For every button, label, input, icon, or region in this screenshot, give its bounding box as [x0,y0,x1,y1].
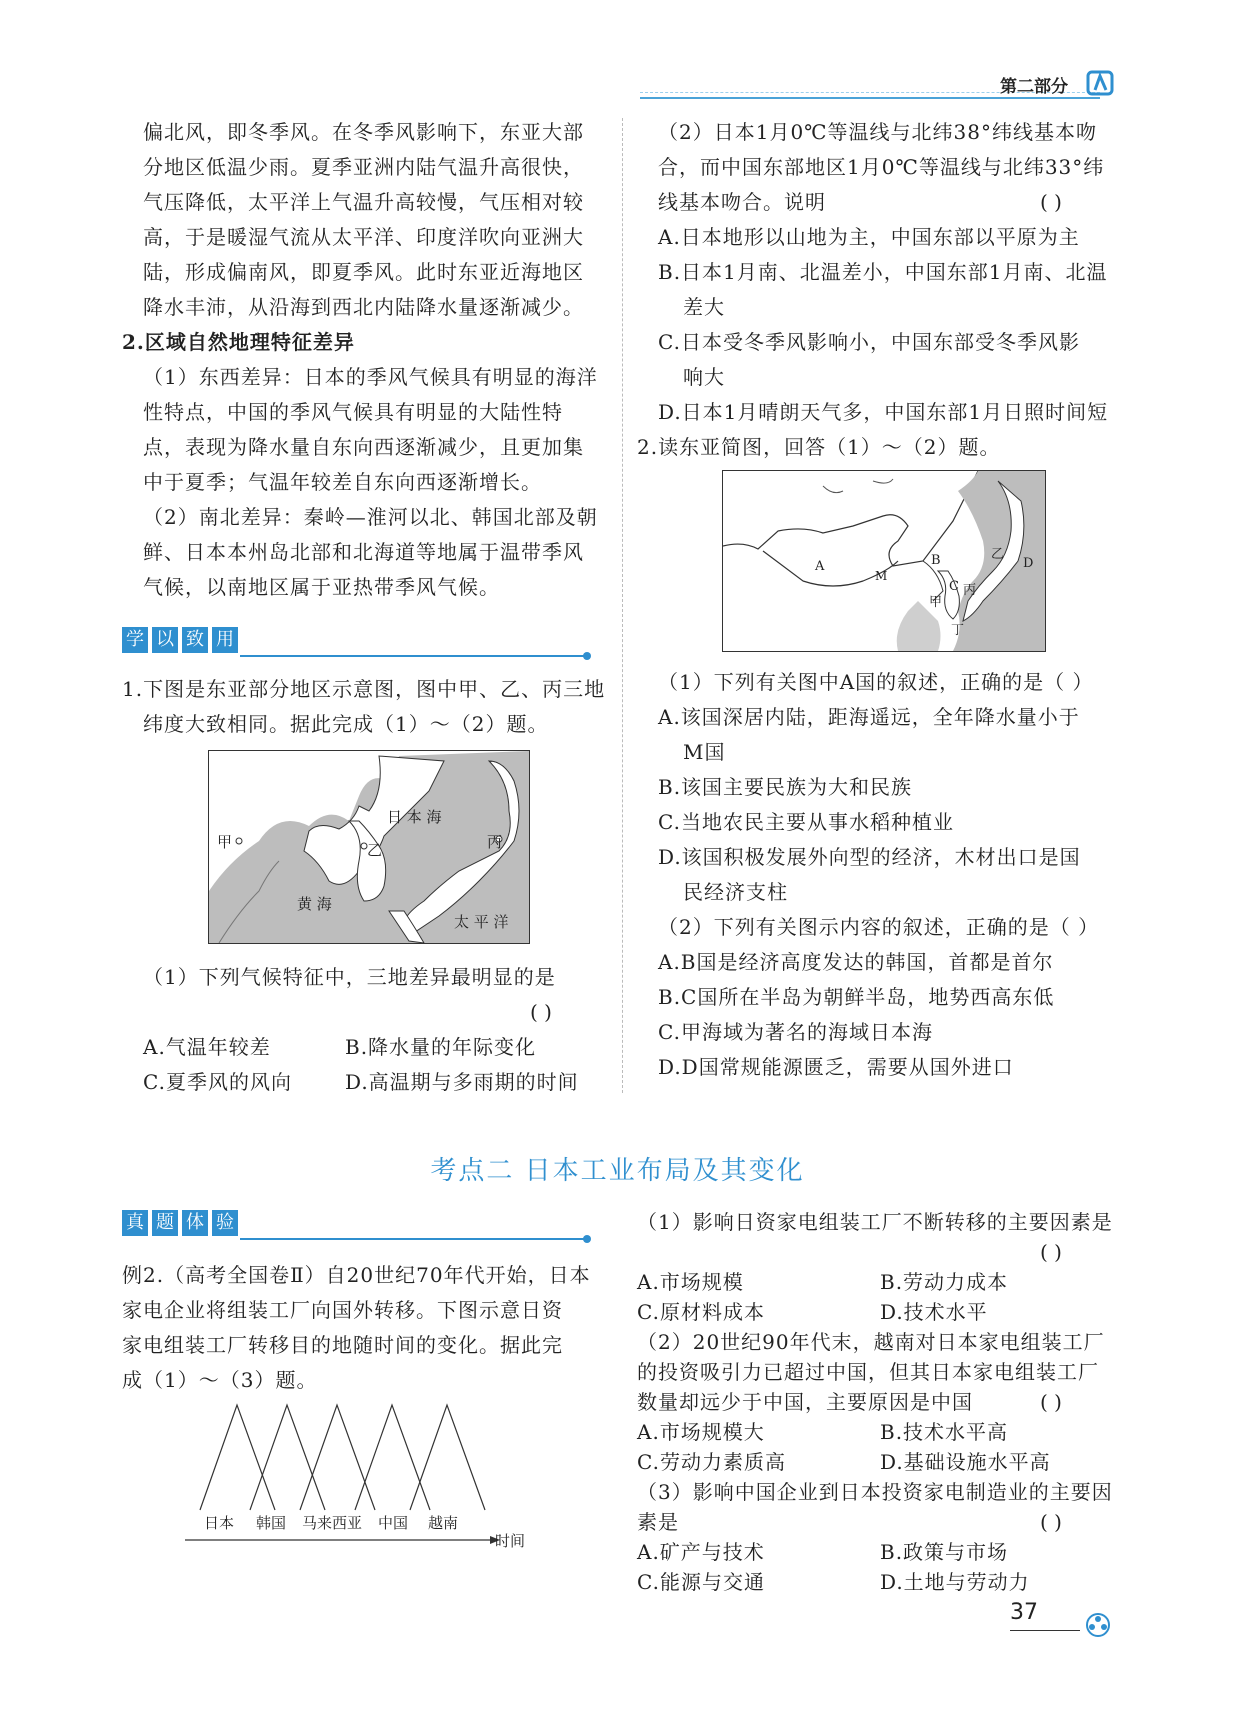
question-1-2-line: （2）日本1月0℃等温线与北纬38°纬线基本吻 [658,120,1097,144]
label-malaysia: 马来西亚 [302,1514,363,1532]
answer-paren: ( ) [530,1000,552,1024]
option-b-cont: 差大 [683,295,725,319]
answer-paren: ( ) [1040,190,1062,214]
east-asia-map-1 [208,750,530,944]
triangle-china [355,1405,430,1510]
option-b: B.政策与市场 [880,1540,1009,1564]
option-a-cont: M国 [683,740,726,764]
label-korea: 韩国 [256,1514,287,1532]
header-rule [640,97,1100,99]
subheading: 2.区域自然地理特征差异 [122,330,355,354]
option-b: B.日本1月南、北温差小，中国东部1月南、北温 [658,260,1108,284]
banner-dot [583,1235,591,1243]
option-d: D.土地与劳动力 [880,1570,1030,1594]
option-b: B.技术水平高 [880,1420,1009,1444]
text-line: 高，于是暖湿气流从太平洋、印度洋吹向亚洲大 [143,225,584,249]
question-2: 2.读东亚简图，回答（1）～（2）题。 [637,435,1001,459]
triangle-malaysia [300,1405,375,1510]
map-label-bing: 丙 [487,833,503,851]
question-1-line: 纬度大致相同。据此完成（1）～（2）题。 [143,712,549,736]
text-line: 陆，形成偏南风，即夏季风。此时东亚近海地区 [143,260,584,284]
answer-paren: ( ) [1040,1390,1062,1414]
option-b: B.降水量的年际变化 [345,1035,537,1059]
banner-rule [240,655,585,657]
banner-char: 真 [122,1210,148,1236]
axis-label-time: 时间 [495,1532,526,1550]
question-r2-line: （2）20世纪90年代末，越南对日本家电组装工厂 [637,1330,1105,1354]
question-2-1: （1）下列有关图中A国的叙述，正确的是（ ） [658,670,1094,694]
triangle-japan [200,1405,275,1510]
label-china: 中国 [378,1514,409,1532]
text-line: 性特点，中国的季风气候具有明显的大陆性特 [143,400,563,424]
label-vietnam: 越南 [428,1514,459,1532]
option-c: C.能源与交通 [637,1570,765,1594]
map-label-yellow-sea: 黄 海 [297,895,332,913]
map-label-B: B [931,553,941,568]
option-d: D.技术水平 [880,1300,988,1324]
banner-char: 体 [182,1210,208,1236]
option-c: C.劳动力素质高 [637,1450,786,1474]
banner-char: 题 [152,1210,178,1236]
option-d: D.高温期与多雨期的时间 [345,1070,579,1094]
text-line: 中于夏季；气温年较差自东向西逐渐增长。 [143,470,542,494]
triangle-korea [250,1405,325,1510]
option-c: C.当地农民主要从事水稻种植业 [658,810,954,834]
text-line: 降水丰沛，从沿海到西北内陆降水量逐渐减少。 [143,295,584,319]
map-label-ding: 丁 [951,623,965,638]
text-line: 鲜、日本本州岛北部和北海道等地属于温带季风 [143,540,584,564]
option-d: D.该国积极发展外向型的经济，木材出口是国 [658,845,1081,869]
map-label-jia: 甲 [217,833,233,851]
label-japan: 日本 [204,1514,235,1532]
text-line: 偏北风，即冬季风。在冬季风影响下，东亚大部 [143,120,584,144]
option-c: C.日本受冬季风影响小，中国东部受冬季风影 [658,330,1080,354]
column-divider [622,118,623,1093]
question-1-2-line: 合，而中国东部地区1月0℃等温线与北纬33°纬 [658,155,1105,179]
example-line: 成（1）～（3）题。 [122,1368,318,1392]
map-label-sea-of-japan: 日 本 海 [387,808,442,826]
option-c-cont: 响大 [683,365,725,389]
section-label: 第二部分 [1000,77,1068,97]
text-line: 分地区低温少雨。夏季亚洲内陆气温升高很快， [143,155,584,179]
option-d-cont: 民经济支柱 [683,880,788,904]
option-d: D.基础设施水平高 [880,1450,1051,1474]
map-label-D: D [1023,556,1034,571]
option-a: A.B国是经济高度发达的韩国，首都是首尔 [658,950,1054,974]
option-a: A.矿产与技术 [637,1540,765,1564]
question-1-2-line: 线基本吻合。说明 [658,190,826,214]
question-r3-line: 素是 [637,1510,679,1534]
option-a: A.市场规模大 [637,1420,765,1444]
map-label-C: C [949,579,959,594]
map-label-yi: 乙 [367,841,383,859]
question-1-line: 1.下图是东亚部分地区示意图，图中甲、乙、丙三地 [122,677,606,701]
map-label-A: A [815,559,825,574]
factory-transfer-diagram [180,1400,540,1570]
question-1-1: （1）下列气候特征中，三地差异最明显的是 [143,965,556,989]
footer-rule [1010,1630,1080,1631]
banner-rule [240,1238,585,1240]
example-line: 家电组装工厂转移目的地随时间的变化。据此完 [122,1333,563,1357]
section-title: 考点二 日本工业布局及其变化 [430,1156,805,1186]
question-r2-line: 数量却远少于中国，主要原因是中国 [637,1390,973,1414]
answer-paren: ( ) [1040,1240,1062,1264]
example-line: 例2.（高考全国卷Ⅱ）自20世纪70年代开始，日本 [122,1263,591,1287]
book-logo-icon [1086,70,1116,96]
map-label-bing: 丙 [963,583,977,598]
option-c: C.夏季风的风向 [143,1070,292,1094]
question-2-2: （2）下列有关图示内容的叙述，正确的是（ ） [658,915,1100,939]
map-label-pacific: 太 平 洋 [454,913,509,931]
text-line: 气压降低，太平洋上气温升高较慢，气压相对较 [143,190,584,214]
question-r3-line: （3）影响中国企业到日本投资家电制造业的主要因 [637,1480,1113,1504]
option-b: B.C国所在半岛为朝鲜半岛，地势西高东低 [658,985,1055,1009]
option-a: A.市场规模 [637,1270,744,1294]
map-label-yi: 乙 [991,547,1005,562]
banner-exam [122,1210,238,1236]
example-line: 家电企业将组装工厂向国外转移。下图示意日资 [122,1298,563,1322]
option-a: A.气温年较差 [143,1035,271,1059]
option-a: A.日本地形以山地为主，中国东部以平原为主 [658,225,1080,249]
flower-icon [1085,1612,1111,1638]
option-d: D.D国常规能源匮乏，需要从国外进口 [658,1055,1014,1079]
text-line: （2）南北差异：秦岭—淮河以北、韩国北部及朝 [143,505,598,529]
page-number: 37 [1010,1600,1038,1625]
banner-char: 致 [182,627,208,653]
answer-paren: ( ) [1040,1510,1062,1534]
option-d: D.日本1月晴朗天气多，中国东部1月日照时间短 [658,400,1109,424]
banner-char: 用 [212,627,238,653]
question-r2-line: 的投资吸引力已超过中国，但其日本家电组装工厂 [637,1360,1099,1384]
text-line: 气候，以南地区属于亚热带季风气候。 [143,575,500,599]
option-a: A.该国深居内陆，距海遥远，全年降水量小于 [658,705,1080,729]
question-r1: （1）影响日资家电组装工厂不断转移的主要因素是 [637,1210,1113,1234]
banner-dot [583,652,591,660]
banner-char: 以 [152,627,178,653]
text-line: （1）东西差异：日本的季风气候具有明显的海洋 [143,365,598,389]
option-b: B.该国主要民族为大和民族 [658,775,913,799]
east-asia-map-2 [722,470,1046,652]
map-label-M: M [875,569,888,583]
option-c: C.原材料成本 [637,1300,765,1324]
triangle-vietnam [410,1405,485,1510]
banner-char: 验 [212,1210,238,1236]
option-c: C.甲海域为著名的海域日本海 [658,1020,933,1044]
text-line: 点，表现为降水量自东向西逐渐减少，且更加集 [143,435,584,459]
banner-char: 学 [122,627,148,653]
option-b: B.劳动力成本 [880,1270,1009,1294]
map-label-jia: 甲 [929,595,943,610]
banner-practice [122,627,238,653]
